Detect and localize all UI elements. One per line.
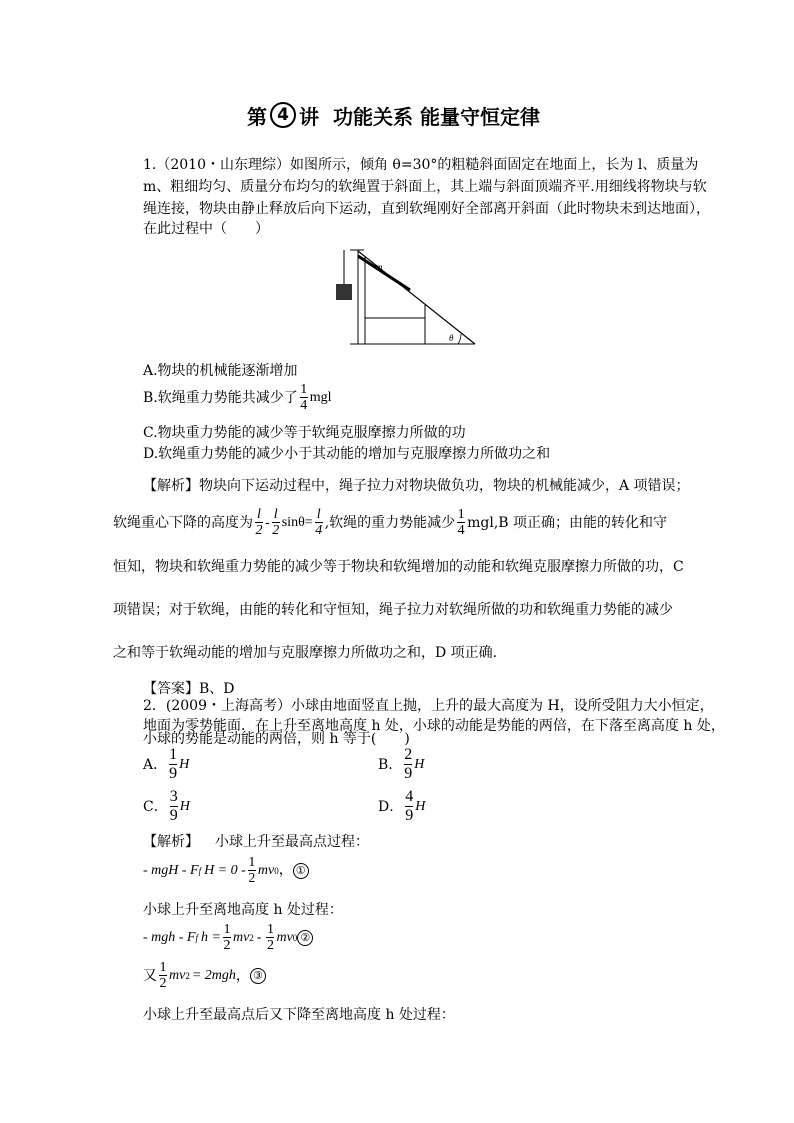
frac-num: l — [257, 507, 261, 522]
eq-sub: f — [195, 932, 199, 943]
title-topic: 功能关系 能量守恒定律 — [333, 104, 540, 129]
eq-part: mv — [276, 929, 293, 945]
fraction — [169, 746, 177, 783]
frac-den: 4 — [300, 398, 308, 413]
q1-option-d: D.软绳重力势能的减少小于其动能的增加与克服摩擦力所做功之和 — [143, 446, 551, 462]
a1-line-2-post: mgl,B 项正确；由能的转化和守 — [467, 514, 668, 531]
var-h: H — [415, 798, 426, 814]
eq-part: 又 — [143, 967, 157, 984]
q1-line-4: 在此过程中（ ） — [143, 221, 269, 237]
fraction — [405, 788, 413, 825]
a1-line-4: 项错误；对于软绳，由能的转化和守恒知，绳子拉力对软绳所做的功和软绳重力势能的减少 — [113, 602, 673, 618]
a1-line-1: 【解析】物块向下运动过程中，绳子拉力对物块做负功，物块的机械能减少，A 项错误； — [143, 478, 690, 494]
eq-part: H = 0 - — [204, 862, 246, 878]
frac-den: 9 — [405, 807, 414, 824]
q2-option-a — [143, 746, 189, 783]
frac-den: 4 — [315, 523, 323, 538]
frac-num: l — [316, 507, 321, 522]
fraction-l-over-2 — [272, 507, 280, 538]
q1-line-3: 绳连接，物块由静止释放后向下运动，直到软绳刚好全部离开斜面（此时物块未到达地面）， — [143, 201, 710, 217]
eq-part: - mgH - F — [143, 862, 199, 878]
q1-option-a: A.物块的机械能逐渐增加 — [143, 363, 298, 379]
q1-line-2: m、粗细均匀、质量分布均匀的软绳置于斜面上，其上端与斜面顶端齐平.用细线将物块与软 — [143, 179, 707, 195]
equation-3 — [143, 960, 266, 991]
title-suffix: 讲 — [299, 104, 319, 129]
frac-den: 2 — [159, 976, 167, 991]
frac-den: 2 — [223, 938, 231, 953]
option-label: B． — [378, 756, 403, 773]
q2-line-1: 2．(2009・上海高考）小球由地面竖直上抛，上升的最大高度为 H，设所受阻力大小恒定， — [143, 698, 714, 714]
fraction-half — [159, 960, 167, 991]
fraction — [170, 788, 178, 825]
fraction-half — [248, 855, 256, 886]
a2-step-1-text: 小球上升至最高点过程： — [215, 834, 369, 850]
fraction — [404, 746, 412, 783]
circled-number: ③ — [250, 968, 266, 984]
a2-step-2: 小球上升至离地高度 h 处过程： — [143, 902, 343, 918]
frac-num: 4 — [405, 788, 414, 805]
a1-line-5: 之和等于软绳动能的增加与克服摩擦力所做功之和，D 项正确. — [113, 645, 498, 661]
eq-sup: 0 — [292, 932, 298, 943]
minus-sign: - — [256, 929, 262, 945]
q2-option-b — [378, 746, 424, 783]
frac-num: 1 — [457, 507, 465, 522]
q2-line-3: 小球的势能是动能的两倍，则 h 等于( ) — [143, 731, 410, 747]
fraction-half — [266, 922, 274, 953]
sin-theta-text: sinθ= — [281, 514, 313, 530]
frac-num: 3 — [169, 788, 178, 805]
frac-num: 1 — [159, 960, 167, 975]
a1-line-2-pre: 软绳重心下降的高度为 — [113, 514, 253, 531]
frac-num: 1 — [300, 382, 308, 397]
frac-num: 2 — [404, 746, 413, 763]
q1-option-c: C.物块重力势能的减少等于软绳克服摩擦力所做的功 — [143, 425, 466, 441]
eq-sub: f — [198, 865, 202, 876]
a1-line-2 — [113, 507, 667, 538]
q1-option-b — [143, 382, 332, 413]
q2-line-2: 地面为零势能面．在上升至离地高度 h 处，小球的动能是势能的两倍，在下落至离高度 h 处， — [143, 718, 725, 734]
frac-num: 1 — [169, 746, 178, 763]
frac-den: 9 — [404, 765, 413, 782]
eq-part: mv — [169, 967, 186, 983]
eq-sup: 2 — [185, 970, 190, 981]
q2-option-d — [378, 788, 425, 825]
title-prefix: 第 — [247, 104, 267, 129]
eq-part: mv — [232, 929, 250, 945]
lecture-number-badge: 4 — [270, 102, 296, 128]
theta-label: θ — [449, 333, 454, 343]
equation-1 — [143, 855, 309, 886]
option-label: D． — [378, 798, 404, 815]
frac-num: 1 — [248, 855, 256, 870]
eq-part: - mgh - F — [143, 929, 196, 945]
incline-figure — [330, 248, 480, 348]
frac-den: 9 — [169, 765, 178, 782]
eq-part: h = — [201, 929, 221, 945]
eq-sup: 2 — [249, 932, 254, 943]
circled-number: ② — [297, 930, 313, 946]
eq-sup: 0 — [274, 865, 279, 876]
analysis-label: 【解析】 — [143, 834, 199, 850]
eq-part: mv — [257, 862, 275, 878]
q1-option-b-text: B.软绳重力势能共减少了 — [143, 389, 298, 406]
q2-option-c — [143, 788, 190, 825]
circled-number: ① — [293, 863, 309, 879]
frac-num: 1 — [223, 922, 231, 937]
eq-comma: ， — [278, 862, 293, 878]
a1-line-2-mid: ,软绳的重力势能减少 — [324, 514, 456, 531]
hanging-block — [336, 284, 352, 300]
a2-step-1 — [143, 833, 369, 851]
fraction-l-over-4 — [315, 507, 323, 538]
frac-den: 2 — [248, 871, 256, 886]
eq-comma: ， — [235, 967, 250, 984]
option-label: C． — [143, 798, 168, 815]
frac-den: 4 — [457, 523, 465, 538]
q1-line-1: 1.（2010・山东理综）如图所示，倾角 θ=30°的粗糙斜面固定在地面上，长为 l、质量为 — [143, 157, 699, 173]
mass-label: m — [376, 262, 383, 272]
frac-den: 2 — [255, 523, 263, 538]
eq-part: = 2mgh — [191, 967, 236, 983]
option-label: A． — [143, 756, 168, 773]
q1-option-b-unit: mgl — [309, 389, 332, 405]
answer-1: 【答案】B、D — [143, 681, 235, 697]
var-h: H — [179, 798, 190, 814]
frac-num: l — [273, 507, 278, 522]
frac-num: 1 — [266, 922, 274, 937]
frac-den: 9 — [169, 807, 178, 824]
a1-line-3: 恒知，物块和软绳重力势能的减少等于物块和软绳增加的动能和软绳克服摩擦力所做的功，C — [113, 559, 684, 575]
minus-sign: - — [265, 514, 270, 531]
frac-den: 2 — [272, 523, 280, 538]
fraction-half — [223, 922, 231, 953]
equation-2 — [143, 922, 313, 953]
angle-arc — [458, 334, 461, 344]
frac-den: 2 — [266, 938, 274, 953]
var-h: H — [179, 756, 190, 772]
fraction-l-over-2 — [255, 507, 263, 538]
fraction-one-quarter — [300, 382, 308, 413]
var-h: H — [414, 756, 425, 772]
rope-on-incline — [358, 256, 410, 290]
fraction-one-quarter — [457, 507, 465, 538]
a2-step-3: 小球上升至最高点后又下降至离地高度 h 处过程： — [143, 1007, 455, 1023]
page-title — [247, 100, 540, 130]
